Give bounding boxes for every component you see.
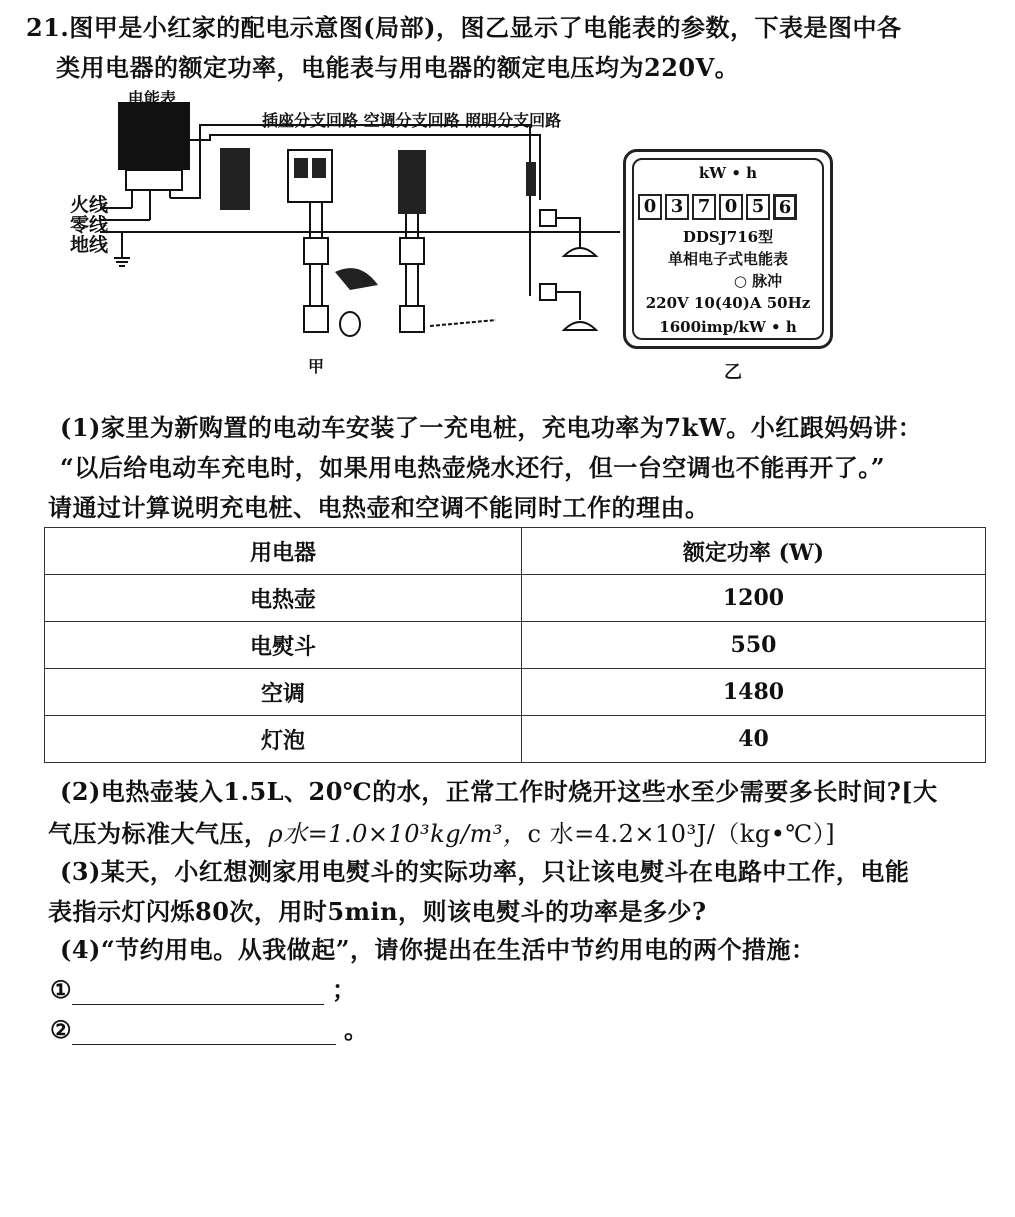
table-header-appliance: 用电器 [45, 528, 522, 575]
lamp-lower [564, 322, 596, 330]
answer-blank-1-line[interactable] [72, 978, 324, 1005]
meter-pulse: ○ 脉冲 [733, 272, 783, 290]
kettle [340, 312, 360, 336]
table-cell-appliance: 灯泡 [45, 716, 522, 763]
branch-labels: 插座分支回路 空调分支回路 照明分支回路 [262, 111, 562, 130]
part4-line1: (4)“节约用电。从我做起”，请你提出在生活中节约用电的两个措施： [60, 935, 816, 964]
table-row [45, 669, 986, 716]
figure-yi-caption: 乙 [724, 362, 742, 383]
table-cell-power: 40 [522, 716, 986, 763]
lamp-upper [564, 248, 596, 256]
water-specific-heat: c 水=4.2×10³J/（kg•℃）] [527, 820, 836, 848]
answer-blank-1-end: ； [332, 975, 357, 1004]
answer-blank-1-mark: ① [50, 975, 73, 1004]
meter-body [118, 102, 190, 170]
part1-line2: “以后给电动车充电时，如果用电热壶烧水还行，但一台空调也不能再开了。” [60, 453, 886, 482]
meter-digit-decimal: 6 [773, 194, 797, 220]
table-header-power: 额定功率 (W) [522, 528, 986, 575]
part3-line2: 表指示灯闪烁80次，用时5min，则该电熨斗的功率是多少? [48, 897, 707, 926]
electricity-meter [623, 149, 833, 349]
meter-rating: 220V 10(40)A 50Hz [645, 294, 811, 312]
question-intro-line1: 21.图甲是小红家的配电示意图(局部)，图乙显示了电能表的参数，下表是图中各 [26, 13, 902, 42]
table-row [45, 622, 986, 669]
answer-blank-1 [50, 970, 357, 1005]
answer-blank-2 [50, 1010, 369, 1045]
meter-digit: 5 [746, 194, 770, 220]
ac-breaker [398, 150, 426, 214]
wire-live-label: 火线 [70, 194, 109, 216]
meter-type: 单相电子式电能表 [667, 250, 788, 268]
meter-digit: 7 [692, 194, 716, 220]
main-breaker [220, 148, 250, 210]
table-cell-power: 1200 [522, 575, 986, 622]
power-table [44, 527, 986, 763]
table-cell-power: 1480 [522, 669, 986, 716]
wire-ground-label: 地线 [70, 234, 109, 256]
part2-prefix: 气压为标准大气压， [48, 819, 269, 848]
socket-upper [304, 238, 328, 264]
table-cell-appliance: 空调 [45, 669, 522, 716]
meter-label: 电能表 [128, 89, 177, 108]
meter-model: DDSJ716型 [682, 228, 774, 246]
meter-digit: 0 [638, 194, 662, 220]
part1-line3: 请通过计算说明充电桩、电热壶和空调不能同时工作的理由。 [48, 493, 710, 522]
figure-area [0, 80, 1015, 390]
part1-line1: (1)家里为新购置的电动车安装了一充电桩，充电功率为7kW。小红跟妈妈讲： [60, 413, 923, 442]
table-cell-appliance: 电熨斗 [45, 622, 522, 669]
meter-digit: 0 [719, 194, 743, 220]
meter-unit: kW • h [698, 164, 758, 182]
part2-line1: (2)电热壶装入1.5L、20℃的水，正常工作时烧开这些水至少需要多长时间?[大 [60, 777, 938, 806]
table-header-row [45, 528, 986, 575]
meter-constant: 1600imp/kW • h [659, 318, 797, 336]
meter-digit: 3 [665, 194, 689, 220]
figure-jia-caption: 甲 [308, 357, 325, 376]
table-cell-appliance: 电热壶 [45, 575, 522, 622]
question-intro-line2: 类用电器的额定功率，电能表与用电器的额定电压均为220V。 [56, 53, 740, 82]
meter-digits [638, 194, 800, 220]
answer-blank-2-line[interactable] [72, 1018, 336, 1045]
table-cell-power: 550 [522, 622, 986, 669]
part3-line1: (3)某天，小红想测家用电熨斗的实际功率，只让该电熨斗在电路中工作，电能 [60, 857, 910, 886]
socket-lower [304, 306, 328, 332]
table-row [45, 716, 986, 763]
wire-neutral-label: 零线 [70, 214, 109, 236]
table-row [45, 575, 986, 622]
answer-blank-2-mark: ② [50, 1015, 73, 1044]
answer-blank-2-end: 。 [344, 1015, 369, 1044]
part2-line2 [48, 814, 835, 849]
water-density: ρ水=1.0×10³kg/m³， [268, 820, 528, 848]
